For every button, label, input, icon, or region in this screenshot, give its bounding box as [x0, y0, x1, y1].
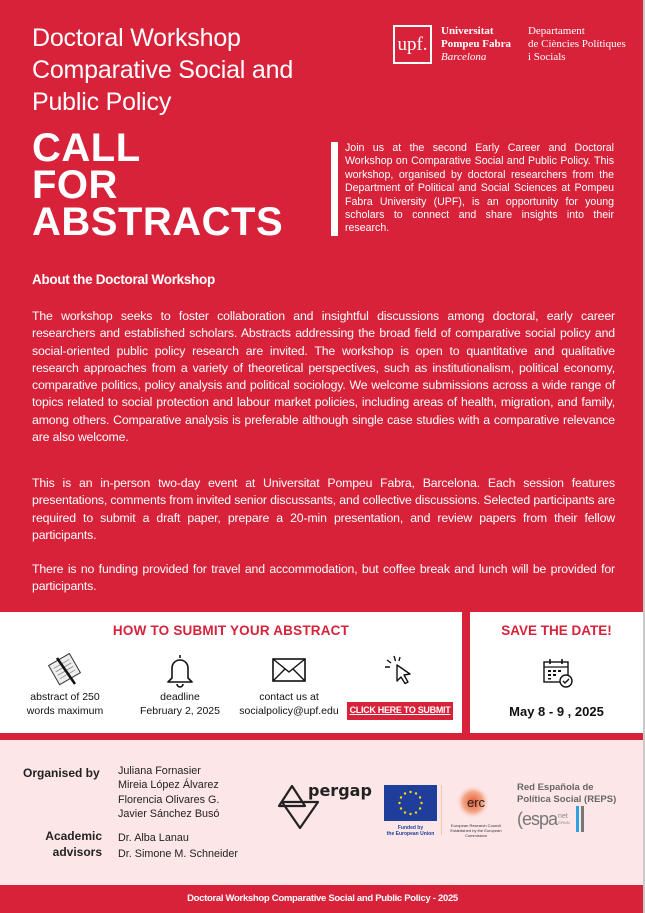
step-deadline — [125, 652, 235, 718]
step-text: words maximum — [26, 704, 104, 717]
eu-star — [419, 807, 421, 809]
credits-section — [0, 740, 643, 885]
eu-star — [409, 791, 411, 793]
notepad-pen-icon — [10, 652, 120, 688]
espanet-suffix — [558, 813, 570, 825]
envelope-icon — [234, 652, 344, 688]
reps-name — [517, 782, 616, 806]
organiser-name: Javier Sánchez Busó — [118, 807, 220, 820]
organised-by-label: Organised by — [23, 766, 100, 780]
deadline-date: February 2, 2025 — [140, 704, 220, 717]
eu-star — [398, 802, 400, 804]
title-line: Public Policy — [32, 88, 172, 116]
espanet-logo: (espa net SPAIN — [517, 806, 584, 832]
step-contact — [234, 652, 344, 718]
intro-text: Join us at the second Early Career and Doctoral Workshop on Comparative Social and Public Policy. This workshop, organised by doctoral researchers from the Department of Political and Social Sciences at Pompeu Fabra University (UPF), is an opportunity for young scholars to connect and share insights into their research. — [331, 142, 614, 236]
advisor-list — [118, 830, 238, 862]
step-submit — [345, 652, 455, 720]
title-line: Comparative Social and — [32, 56, 294, 84]
contact-email[interactable]: socialpolicy@upf.edu — [239, 704, 339, 717]
pergap-wordmark: pergap — [308, 781, 372, 800]
organiser-name: Mireia López Álvarez — [118, 779, 219, 792]
academic-advisors-label — [30, 828, 102, 860]
eu-flag-icon — [384, 785, 437, 821]
department-line: i Socials — [527, 51, 566, 63]
erc-mark-icon — [456, 784, 496, 820]
erc-text-line: Established by the European Commission — [450, 828, 502, 838]
pergap-logo — [276, 780, 376, 837]
espanet-spain: SPAIN — [558, 820, 570, 825]
step-word-limit — [10, 652, 120, 718]
about-heading: About the Doctoral Workshop — [32, 272, 215, 287]
calendar-check-icon — [542, 658, 574, 693]
upf-logo — [393, 25, 626, 64]
logo-divider — [441, 785, 442, 835]
about-paragraph: The workshop seeks to foster collaboration and insightful discussions among doctoral, early career researchers and established scholars. Abstracts addressing the broad field of comparative social policy and social-oriented public policy research are invited. The workshop is open to quantitative and qualitative research approaches from a variety of theoretical perspectives, such as institutionalism, political economy, comparative politics, policy analysis and political sociology. We welcome submissions across a wide range of topics related to social protection and labour market policies, including areas of health, migration, and family, among others. Comparative analysis is preferable although single case studies with a comparative relevance are also welcome. — [32, 309, 615, 445]
erc-wordmark: erc — [466, 795, 486, 810]
how-to-submit-box — [0, 612, 462, 733]
eu-text-line: the European Union — [386, 831, 435, 837]
upf-mark: upf. — [393, 25, 432, 64]
label-line: advisors — [52, 845, 102, 859]
workshop-title — [32, 22, 293, 118]
university-name — [441, 25, 511, 64]
label-line: Academic — [45, 829, 102, 843]
save-the-date-box — [470, 612, 643, 733]
footer-bar: Doctoral Workshop Comparative Social and Public Policy - 2025 — [0, 885, 645, 913]
eu-star — [404, 792, 406, 794]
event-paragraph: This is an in-person two-day event at Universitat Pompeu Fabra, Barcelona. Each session features presentations, comments from invited senior discussants, and collective discussions. Selected participants are required to submit a draft paper, prepare a 20-min presentation, and review papers from their fellow participants. — [32, 476, 615, 542]
espanet-net: net — [558, 813, 568, 820]
eu-star — [400, 807, 402, 809]
save-the-date-heading: SAVE THE DATE! — [501, 623, 612, 638]
espanet-bars-icon — [576, 806, 579, 832]
cursor-click-icon — [345, 652, 455, 688]
erc-text-line: European Research Council — [450, 823, 502, 828]
reps-line: Política Social (REPS) — [517, 794, 617, 805]
step-text: contact us at — [259, 691, 319, 703]
funding-paragraph: There is no funding provided for travel and accommodation, but coffee break and lunch will be provided for participants. — [32, 562, 615, 594]
bell-icon — [125, 652, 235, 688]
headline-line: ABSTRACTS — [32, 200, 284, 244]
eu-star — [404, 811, 406, 813]
espanet-wordmark: espa — [522, 808, 558, 829]
organiser-name: Florencia Olivares G. — [118, 793, 220, 806]
eu-funding-logo — [384, 785, 437, 837]
eu-star — [409, 813, 411, 815]
eu-star — [419, 796, 421, 798]
eu-star — [400, 796, 402, 798]
department-line: de Ciències Polítiques — [527, 38, 626, 50]
eu-star — [415, 792, 417, 794]
eu-funding-text — [384, 825, 437, 837]
title-line: Doctoral Workshop — [32, 24, 241, 52]
eu-star — [420, 802, 422, 804]
headline-line: CALL — [32, 126, 141, 170]
reps-line: Red Española de — [517, 782, 594, 793]
erc-logo — [446, 784, 506, 838]
call-for-abstracts-headline — [32, 126, 284, 244]
department-name — [528, 25, 626, 64]
click-here-to-submit-button[interactable]: CLICK HERE TO SUBMIT — [347, 702, 454, 720]
advisor-name: Dr. Alba Lanau — [118, 832, 189, 844]
department-line: Departament — [527, 25, 585, 37]
organiser-list — [118, 764, 219, 821]
headline-line: FOR — [32, 163, 118, 207]
university-line: Universitat — [441, 25, 494, 37]
event-date: May 8 - 9 , 2025 — [509, 704, 604, 719]
university-line: Pompeu Fabra — [441, 38, 511, 50]
advisor-name: Dr. Simone M. Schneider — [118, 848, 239, 860]
eu-text-line: Funded by — [397, 825, 424, 831]
how-to-submit-heading: HOW TO SUBMIT YOUR ABSTRACT — [112, 623, 350, 638]
erc-text — [446, 823, 506, 838]
step-text: abstract of 250 — [30, 691, 100, 703]
eu-star — [415, 811, 417, 813]
university-city: Barcelona — [441, 51, 487, 63]
organiser-name: Juliana Fornasier — [118, 765, 201, 777]
step-text: deadline — [160, 691, 200, 703]
